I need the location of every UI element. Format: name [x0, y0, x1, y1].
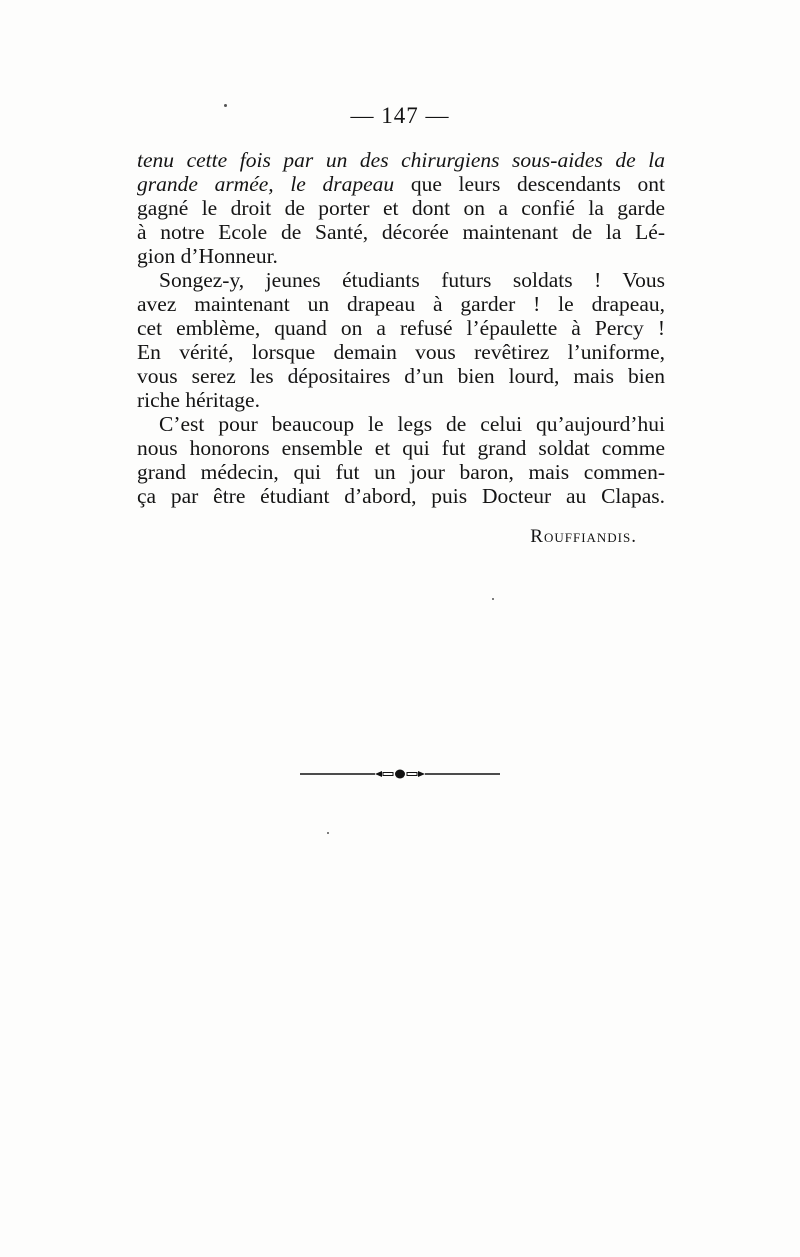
text-fragment: gagné le droit de porter et dont on a confié la garde: [137, 196, 665, 220]
text-line: [137, 412, 665, 436]
text-fragment: à notre Ecole de Santé, décorée maintenant de la Lé-: [137, 220, 665, 244]
text-fragment: riche héritage.: [137, 388, 260, 412]
text-fragment: gion d’Honneur.: [137, 244, 278, 268]
ornament-divider-icon: [300, 767, 500, 781]
print-speck: [492, 598, 494, 600]
print-speck: [224, 104, 227, 107]
text-fragment: Songez-y, jeunes étudiants futurs soldats ! Vous: [159, 268, 665, 292]
text-line: [137, 244, 665, 268]
signature-text: Rouffiandis.: [530, 526, 637, 547]
text-fragment: grand médecin, qui fut un jour baron, mais commen-: [137, 460, 665, 484]
text-fragment: vous serez les dépositaires d’un bien lourd, mais bien: [137, 364, 665, 388]
text-line: [137, 364, 665, 388]
text-line: [137, 292, 665, 316]
text-line: [137, 460, 665, 484]
text-line: [137, 388, 665, 412]
text-line: [137, 196, 665, 220]
text-fragment: tenu cette fois par un des chirurgiens sous-aides de la: [137, 148, 665, 172]
text-fragment: nous honorons ensemble et qui fut grand soldat comme: [137, 436, 665, 460]
print-speck: [327, 832, 329, 834]
text-line: [137, 484, 665, 508]
text-line: [137, 148, 665, 172]
text-fragment: C’est pour beaucoup le legs de celui qu’aujourd’hui: [159, 412, 665, 436]
page-number: — 147 —: [350, 103, 450, 128]
text-fragment: que leurs descendants ont: [394, 172, 665, 196]
text-line: [137, 340, 665, 364]
text-fragment: grande armée, le drapeau: [137, 172, 395, 196]
body-text: [137, 148, 665, 508]
text-line: [137, 172, 665, 196]
text-line: [137, 268, 665, 292]
author-signature: [0, 526, 637, 548]
text-line: [137, 220, 665, 244]
text-fragment: En vérité, lorsque demain vous revêtirez l’uniforme,: [137, 340, 665, 364]
text-fragment: avez maintenant un drapeau à garder ! le drapeau,: [137, 292, 665, 316]
text-line: [137, 436, 665, 460]
text-line: [137, 316, 665, 340]
text-fragment: ça par être étudiant d’abord, puis Docteur au Clapas.: [137, 484, 665, 508]
text-fragment: cet emblème, quand on a refusé l’épaulette à Percy !: [137, 316, 665, 340]
